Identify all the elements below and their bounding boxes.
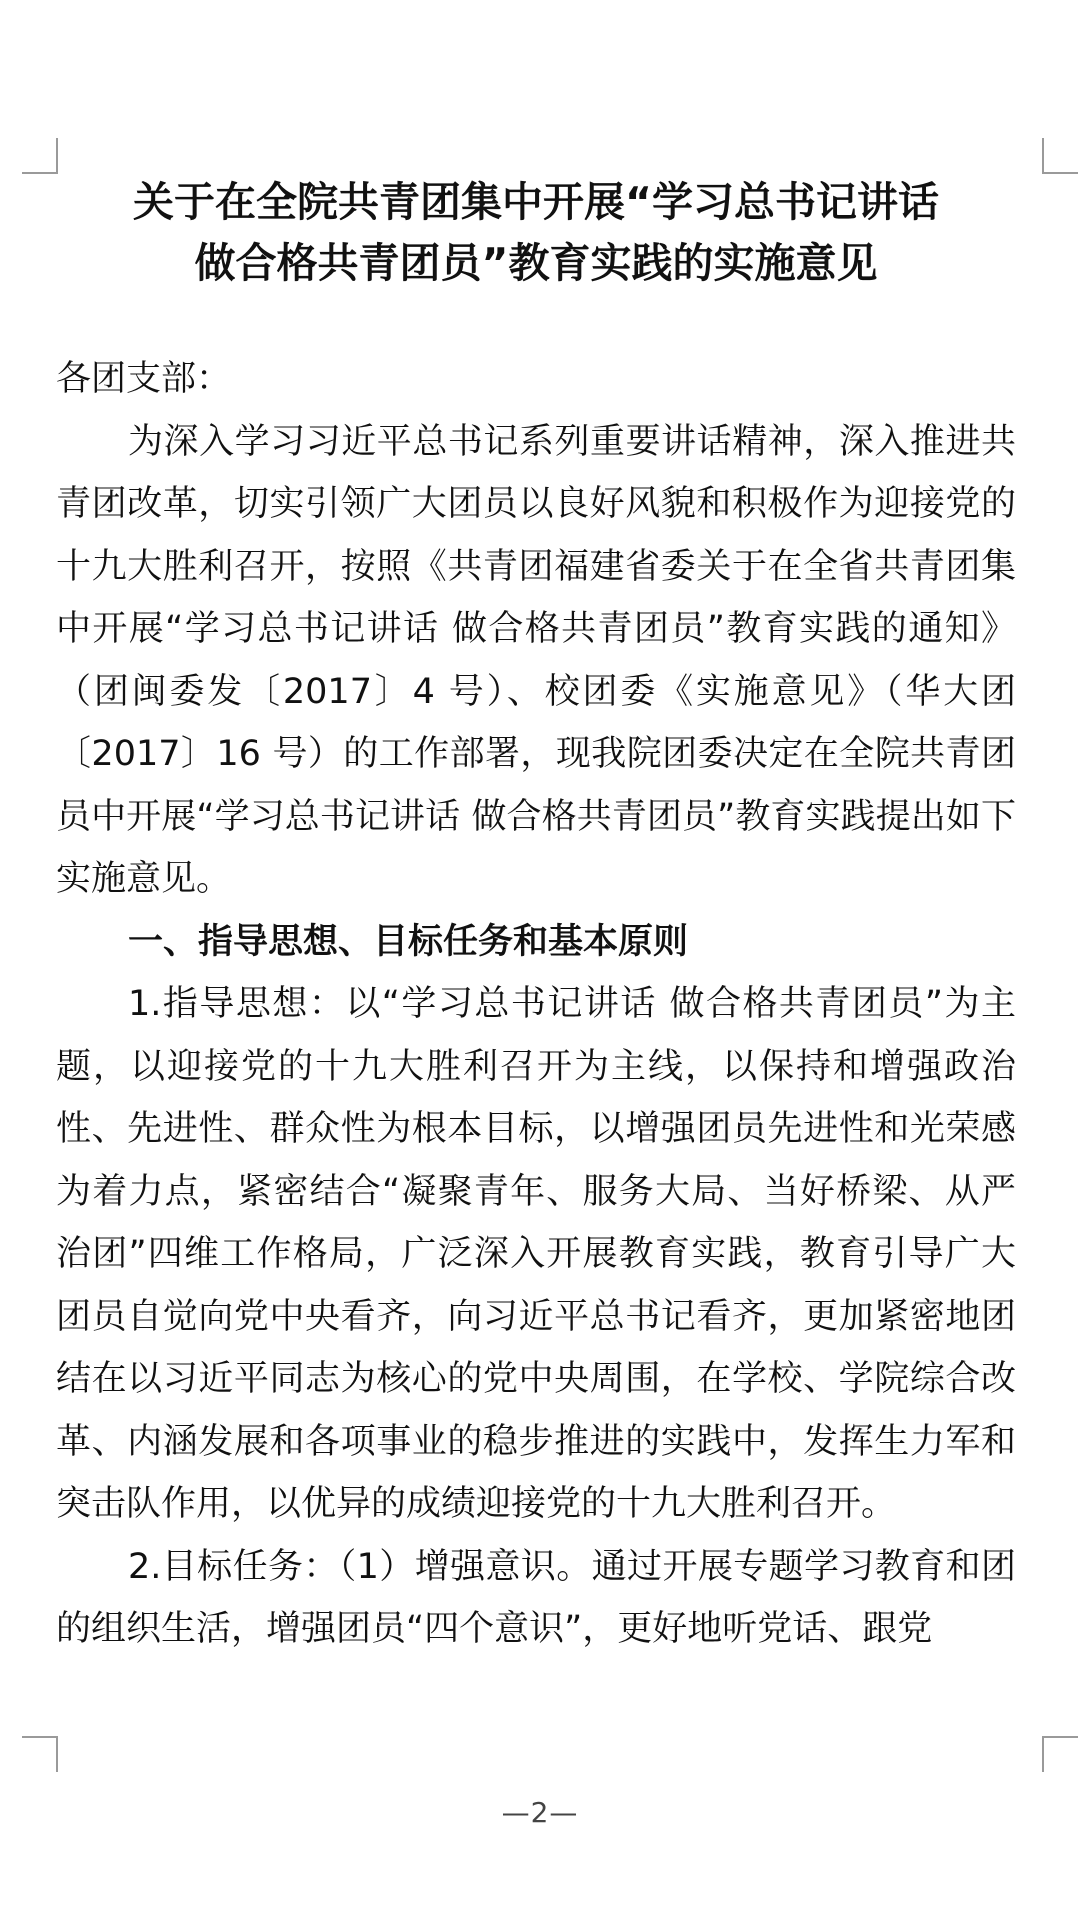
title-line-1: 关于在全院共青团集中开展“学习总书记讲话 xyxy=(133,178,939,226)
crop-mark-top-right xyxy=(1042,138,1078,174)
document-body xyxy=(56,348,1016,1661)
title-line-2: 做合格共青团员”教育实践的实施意见 xyxy=(194,239,878,287)
objectives-paragraph: 2.目标任务：（1）增强意识。通过开展专题学习教育和团的组织生活，增强团员“四个意识”，更好地听党话、跟党 xyxy=(56,1546,1016,1649)
intro-paragraph: 为深入学习习近平总书记系列重要讲话精神，深入推进共青团改革，切实引领广大团员以良好风貌和积极作为迎接党的十九大胜利召开，按照《共青团福建省委关于在全省共青团集中开展“学习总书记讲话 做合格共青团员”教育实践的通知》（团闽委发〔2017〕4 号）、校团委《实施意见》（华大团〔2017〕16 号）的工作部署，现我院团委决定在全院共青团员中开展“学习总书记讲话 做合格共青团员”教育实践提出如下实施意见。 xyxy=(56,421,1016,899)
page-number: —2— xyxy=(501,1796,579,1829)
crop-mark-bottom-right xyxy=(1042,1736,1078,1772)
section-1-heading: 一、指导思想、目标任务和基本原则 xyxy=(128,921,689,962)
crop-mark-bottom-left xyxy=(22,1736,58,1772)
crop-mark-top-left xyxy=(22,138,58,174)
guiding-thought-paragraph: 1.指导思想：以“学习总书记讲话 做合格共青团员”为主题，以迎接党的十九大胜利召开为主线，以保持和增强政治性、先进性、群众性为根本目标，以增强团员先进性和光荣感为着力点，紧密结合“凝聚青年、服务大局、当好桥梁、从严治团”四维工作格局，广泛深入开展教育实践，教育引导广大团员自觉向党中央看齐，向习近平总书记看齐，更加紧密地团结在以习近平同志为核心的党中央周围，在学校、学院综合改革、内涵发展和各项事业的稳步推进的实践中，发挥生力军和突击队作用，以优异的成绩迎接党的十九大胜利召开。 xyxy=(56,984,1016,1524)
salutation: 各团支部： xyxy=(56,359,232,399)
document-title xyxy=(56,172,1016,294)
